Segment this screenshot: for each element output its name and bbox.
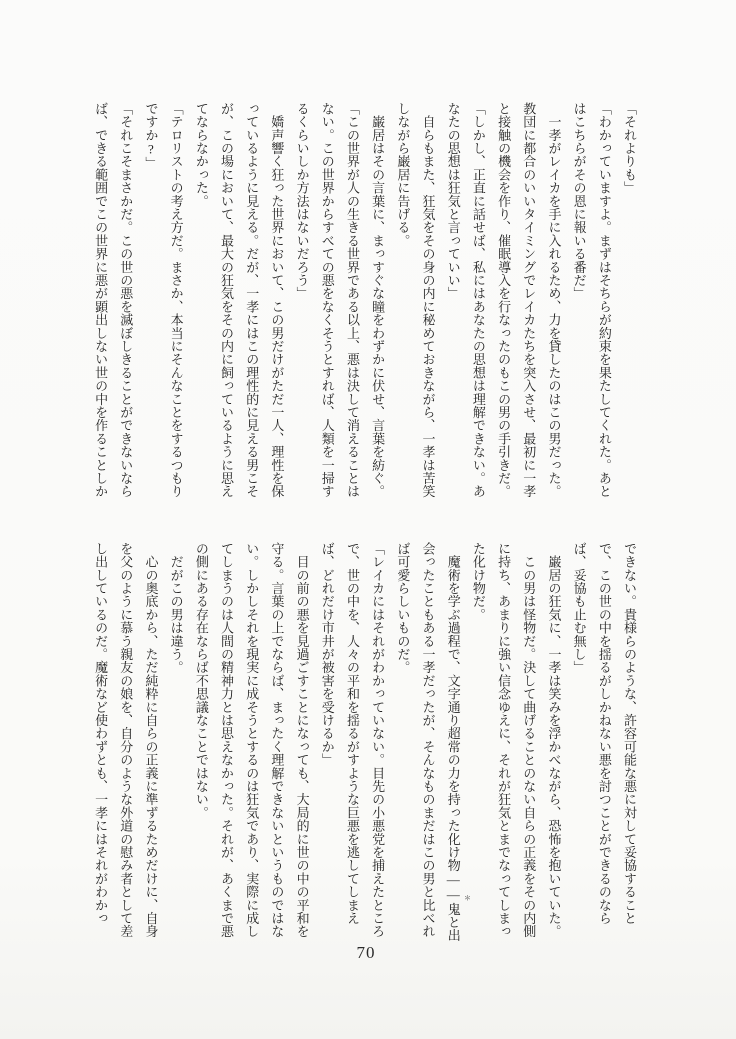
text-line: に持ち、あまりに強い信念ゆえに、それが狂気とまでなってしまっ: [496, 542, 512, 938]
text-line: 教団に都合のいいタイミングでレイカたちを突入させ、最初に一孝: [521, 102, 537, 498]
text-line: できない。貴様らのような、許容可能な悪に対して妥協すること: [622, 542, 637, 925]
text-line: 嬌声響く狂った世界において、この男だけがただ一人、理性を保: [269, 102, 285, 498]
text-line: を父のように慕う親友の娘を、自分のような外道の慰み者として差: [118, 542, 134, 938]
text-line: ですか?」: [143, 102, 159, 170]
text-line: が、この場において、最大の狂気をその内に飼っているように思え: [219, 102, 234, 498]
text-block-top: [88, 102, 642, 502]
text-line: てしまうのは人間の精神力とは思えなかった。それが、あくまで悪: [219, 542, 234, 938]
text-line: 巌居の狂気に、一孝は笑みを浮かべながら、恐怖を抱いていた。: [546, 542, 562, 938]
text-line: ば、できる範囲でこの世界に悪が顕出しない世の中を作ることしか: [93, 102, 109, 498]
text-line: 会ったこともある一孝だったが、そんなものまだはこの男と比べれ: [420, 542, 436, 938]
text-line: 自らもまた、狂気をその身の内に秘めておきながら、一孝は苦笑: [420, 102, 436, 498]
text-line: 一孝がレイカを手に入れるため、力を貸したのはこの男だった。: [546, 102, 562, 498]
text-line: で、世の中を、人々の平和を揺るがすような巨悪を逃してしまえ: [344, 542, 360, 925]
text-line: で、この世の中を揺るがしかねない悪を討つことができるのなら: [596, 542, 612, 925]
text-line: 「この世界が人の生きる世界である以上、悪は決して消えることは: [344, 102, 360, 498]
text-line: の側にある存在ならば不思議なことではない。: [193, 542, 209, 820]
text-line: 「わかっていますよ。まずはそちらが約束を果たしてくれた。あと: [596, 102, 612, 498]
text-line: し出しているのだ。魔術など使わずとも、一孝にはそれがわかっ: [93, 542, 109, 925]
text-line: ば、妥協も止む無し」: [571, 542, 587, 674]
text-block-bottom: [88, 542, 642, 942]
text-line: ない。この世界からすべての悪をなくそうとすれば、人類を一掃す: [319, 102, 335, 498]
text-line: 目の前の悪を見過ごすことになっても、大局的に世の中の平和を: [294, 542, 310, 938]
text-line: 巌居はその言葉に、まっすぐな瞳をわずかに伏せ、言葉を紡ぐ。: [370, 102, 386, 498]
text-line: 守る。言葉の上でならば、まったく理解できないというものではな: [269, 542, 285, 938]
text-line: 「しかし、正直に話せば、私にはあなたの思想は理解できない。あ: [470, 102, 486, 498]
text-line: っているように見える。だが、一孝にはこの理性的に見える男こそ: [244, 102, 260, 498]
text-line: 「レイカにはそれがわかっていない。目先の小悪党を捕えたところ: [370, 542, 386, 938]
text-line: と接触の機会を作り、催眠導入を行なったのもこの男の手引きだ。: [496, 102, 512, 498]
text-line: ば可愛らしいものだ。: [395, 542, 411, 674]
text-line: だがこの男は違う。: [168, 542, 184, 674]
page-number: 70: [356, 943, 376, 962]
text-line: 「それよりも」: [622, 102, 637, 195]
text-line: るくらいしか方法はないだろう」: [294, 102, 310, 300]
text-line: た化け物だ。: [470, 542, 486, 622]
text-line: 「それこそまさかだ。この世の悪を滅ぼしきることができないなら: [118, 102, 134, 498]
text-line: 「テロリストの考え方だ。まさか、本当にそんなことをするつもり: [168, 102, 184, 498]
text-line: ば、どれだけ市井が被害を受けるか」: [319, 542, 335, 767]
footnote-marker: ＊: [464, 894, 471, 902]
text-line: はこちらがその恩に報いる番だ」: [571, 102, 587, 300]
text-line: い。しかしそれを現実に成そうとするのは狂気であり、実際に成し: [244, 542, 260, 938]
text-line: てならなかった。: [193, 102, 209, 208]
text-line: しながら巌居に告げる。: [395, 102, 411, 248]
text-line: 心の奥底から、ただ純粋に自らの正義に準ずるためだけに、自身: [143, 542, 159, 938]
text-line: なたの思想は狂気と言っていい」: [445, 102, 461, 300]
text-line: 魔術を学ぶ過程で、文字通り超常の力を持った化け物――鬼と出: [445, 542, 461, 942]
text-line: この男は怪物だ。決して曲げることのない自らの正義をその内側: [521, 542, 537, 938]
